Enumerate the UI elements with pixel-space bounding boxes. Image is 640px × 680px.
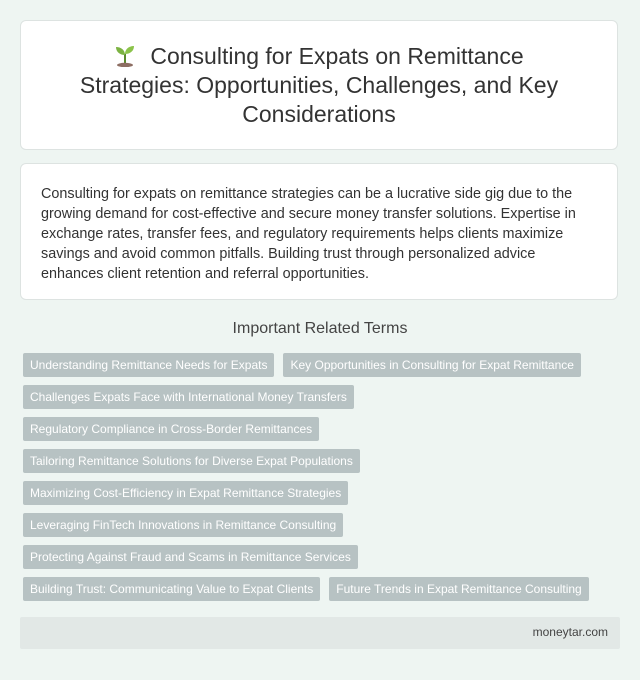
sprout-icon — [114, 43, 136, 67]
related-terms-list — [23, 353, 623, 609]
footer — [20, 617, 620, 649]
related-term-tag[interactable]: Protecting Against Fraud and Scams in Remittance Services — [23, 545, 358, 569]
related-term-tag[interactable]: Regulatory Compliance in Cross-Border Remittances — [23, 417, 319, 441]
page-title — [59, 42, 579, 129]
footer-site-link[interactable]: moneytar.com — [532, 625, 608, 639]
related-term-tag[interactable]: Leveraging FinTech Innovations in Remittance Consulting — [23, 513, 343, 537]
related-term-tag[interactable]: Understanding Remittance Needs for Expats — [23, 353, 274, 377]
page-title-text: Consulting for Expats on Remittance Strategies: Opportunities, Challenges, and Key Considerations — [79, 42, 559, 127]
description-card — [20, 163, 618, 300]
related-term-tag[interactable]: Tailoring Remittance Solutions for Diverse Expat Populations — [23, 449, 360, 473]
related-term-tag[interactable]: Future Trends in Expat Remittance Consulting — [329, 577, 588, 601]
description-text: Consulting for expats on remittance strategies can be a lucrative side gig due to the growing demand for cost-effective and secure money transfer solutions. Expertise in exchange rates, transfer fees, and regulatory requirements helps clients maximize savings and avoid common pitfalls. Building trust through personalized advice enhances client retention and referral opportunities. — [41, 186, 576, 282]
related-term-tag[interactable]: Key Opportunities in Consulting for Expat Remittance — [283, 353, 580, 377]
related-term-tag[interactable]: Building Trust: Communicating Value to Expat Clients — [23, 577, 320, 601]
related-term-tag[interactable]: Maximizing Cost-Efficiency in Expat Remittance Strategies — [23, 481, 348, 505]
title-card — [20, 20, 618, 150]
related-terms-heading: Important Related Terms — [232, 320, 408, 337]
related-term-tag[interactable]: Challenges Expats Face with International Money Transfers — [23, 385, 354, 409]
